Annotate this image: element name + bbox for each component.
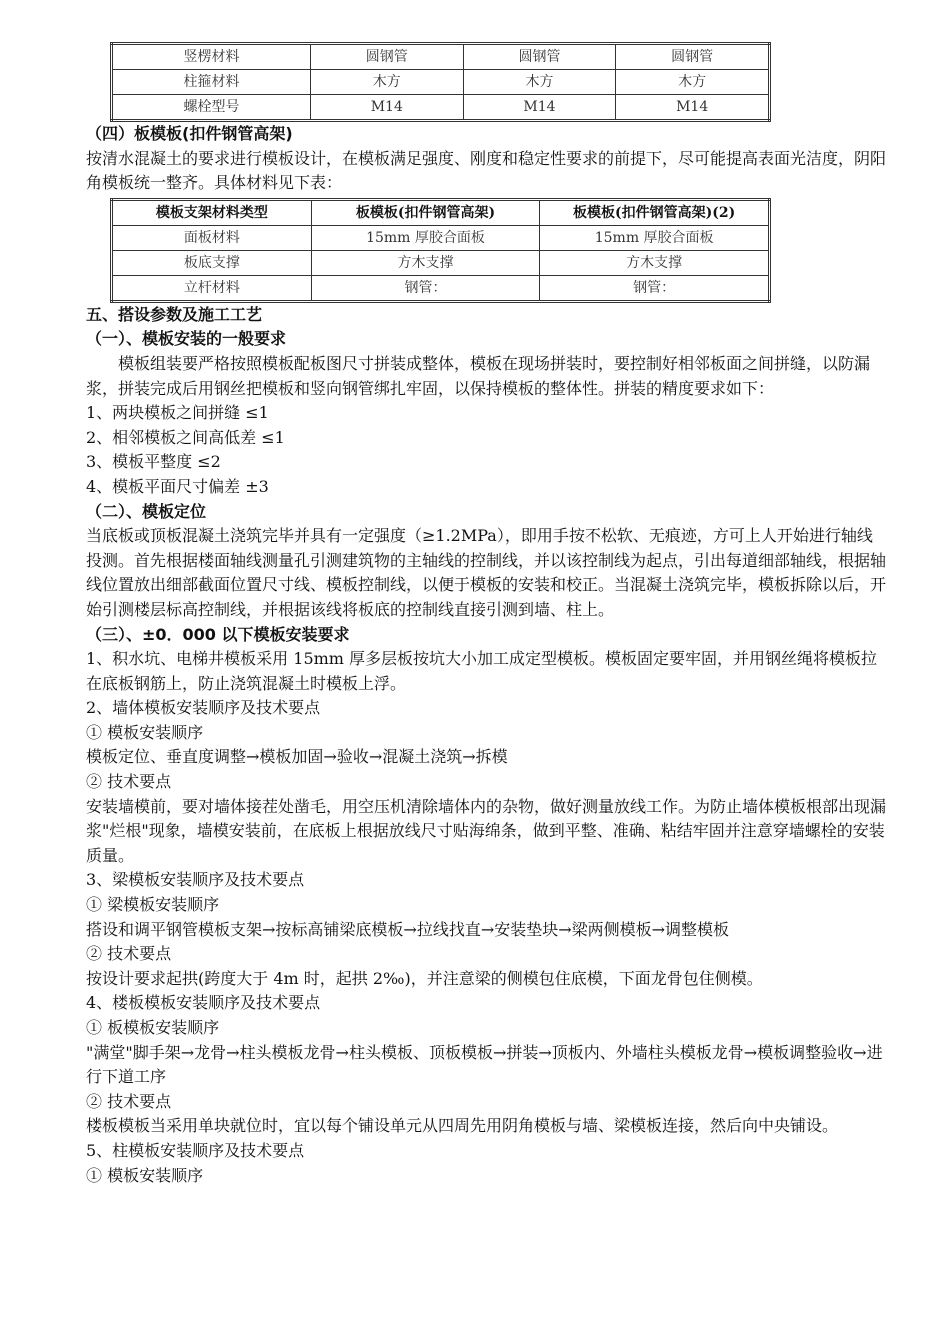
table-cell: 面板材料 (112, 225, 312, 250)
table-cell: 竖楞材料 (112, 44, 311, 70)
table-cell: M14 (463, 95, 616, 121)
table-cell: 木方 (463, 70, 616, 95)
precision-item: 1、两块模板之间拼缝 ≤1 (86, 403, 269, 423)
document-page (86, 42, 886, 1188)
body-line: ② 技术要点 (86, 1091, 172, 1111)
body-line: ① 模板安装顺序 (86, 1165, 204, 1185)
table-cell: 圆钢管 (310, 44, 463, 70)
body-line: 1、积水坑、电梯井模板采用 15mm 厚多层板按坑大小加工成定型模板。模板固定要牢固，并用钢丝绳将模板拉在底板钢筋上，防止浇筑混凝土时模板上浮。 (86, 649, 878, 693)
table-row (112, 275, 770, 301)
table-row (112, 44, 770, 70)
body-line: 模板定位、垂直度调整→模板加固→验收→混凝土浇筑→拆模 (86, 747, 508, 767)
body-line: ② 技术要点 (86, 772, 172, 792)
material-table-1 (110, 42, 771, 122)
table-cell: 木方 (616, 70, 770, 95)
body-line: ① 梁模板安装顺序 (86, 895, 220, 915)
body-line: 楼板模板当采用单块就位时，宜以每个铺设单元从四周先用阴角模板与墙、梁模板连接，然后向中央铺设。 (86, 1116, 839, 1136)
table-cell: 板底支撑 (112, 250, 312, 275)
body-line: ① 板模板安装顺序 (86, 1018, 220, 1037)
table-cell: 钢管： (540, 275, 770, 301)
body-line: 5、柱模板安装顺序及技术要点 (86, 1140, 305, 1160)
table-row (112, 95, 770, 121)
section-4-title: （四）板模板(扣件钢管高架) (86, 124, 293, 143)
body-line: ② 技术要点 (86, 944, 172, 964)
body-line: 搭设和调平钢管模板支架→按标高铺梁底模板→拉线找直→安装垫块→梁两侧模板→调整模板 (86, 919, 730, 939)
body-line: 按设计要求起拱(跨度大于 4m 时，起拱 2‰)，并注意梁的侧模包住底模，下面龙骨包住侧模。 (86, 968, 763, 988)
precision-item: 4、模板平面尺寸偏差 ±3 (86, 476, 269, 496)
subsection-2-paragraph: 当底板或顶板混凝土浇筑完毕并具有一定强度（≥1.2MPa），即用手按不松软、无痕迹，方可上人开始进行轴线投测。首先根据楼面轴线测量孔引测建筑物的主轴线的控制线，并以该控制线为起点，引出每道细部轴线，根据轴线位置放出细部截面位置尺寸线、模板控制线，以便于模板的安装和校正。当混凝土浇筑完毕，模板拆除以后，开始引测楼层标高控制线，并根据该线将板底的控制线直接引测到墙、柱上。 (86, 526, 887, 619)
body-line: ① 模板安装顺序 (86, 722, 204, 742)
table-cell: 方木支撑 (540, 250, 770, 275)
table-row (112, 250, 770, 275)
table-cell: 15mm 厚胶合面板 (311, 225, 540, 250)
chapter-5-title: 五、搭设参数及施工工艺 (86, 304, 263, 324)
table-header-cell: 板模板(扣件钢管高架)(2) (540, 199, 770, 225)
table-cell: 方木支撑 (311, 250, 540, 275)
table-cell: 圆钢管 (463, 44, 616, 70)
table-cell: 立杆材料 (112, 275, 312, 301)
subsection-1-title: （一）、模板安装的一般要求 (86, 329, 287, 349)
subsection-2-title: （二）、模板定位 (86, 501, 207, 521)
subsection-1-paragraph: 模板组装要严格按照模板配板图尺寸拼装成整体，模板在现场拼装时，要控制好相邻板面之间拼缝，以防漏浆，拼装完成后用钢丝把模板和竖向钢管绑扎牢固，以保持模板的整体性。拼装的精度要求如下： (86, 353, 871, 398)
table-header-cell: 板模板(扣件钢管高架) (311, 199, 540, 225)
body-line: 安装墙模前，要对墙体接茬处凿毛，用空压机清除墙体内的杂物，做好测量放线工作。为防止墙体模板根部出现漏浆"烂根"现象，墙模安装前，在底板上根据放线尺寸贴海绵条，做到平整、准确、粘结牢固并注意穿墙螺栓的安装质量。 (86, 796, 887, 865)
table-row (112, 225, 770, 250)
precision-item: 2、相邻模板之间高低差 ≤1 (86, 427, 285, 447)
table-cell: 圆钢管 (616, 44, 770, 70)
table-cell: 木方 (310, 70, 463, 95)
table-cell: 15mm 厚胶合面板 (540, 225, 770, 250)
body-line: "满堂"脚手架→龙骨→柱头模板龙骨→柱头模板、顶板模板→拼装→顶板内、外墙柱头模板龙骨→模板调整验收→进行下道工序 (86, 1042, 883, 1087)
body-line: 3、梁模板安装顺序及技术要点 (86, 870, 305, 890)
table-row (112, 70, 770, 95)
table-cell: M14 (616, 95, 770, 121)
table-header-cell: 模板支架材料类型 (112, 199, 312, 225)
table-cell: 螺栓型号 (112, 95, 311, 121)
table-cell: 柱箍材料 (112, 70, 311, 95)
table-cell: M14 (310, 95, 463, 121)
table-cell: 钢管： (311, 275, 540, 301)
table-header-row (112, 199, 770, 225)
material-table-2 (110, 198, 771, 303)
precision-item: 3、模板平整度 ≤2 (86, 452, 221, 472)
section-4-intro: 按清水混凝土的要求进行模板设计，在模板满足强度、刚度和稳定性要求的前提下，尽可能提高表面光洁度，阴阳角模板统一整齐。具体材料见下表： (86, 148, 887, 193)
subsection-3-title: （三）、±0．000 以下模板安装要求 (86, 624, 350, 644)
body-line: 2、墙体模板安装顺序及技术要点 (86, 698, 321, 718)
body-line: 4、楼板模板安装顺序及技术要点 (86, 993, 321, 1013)
